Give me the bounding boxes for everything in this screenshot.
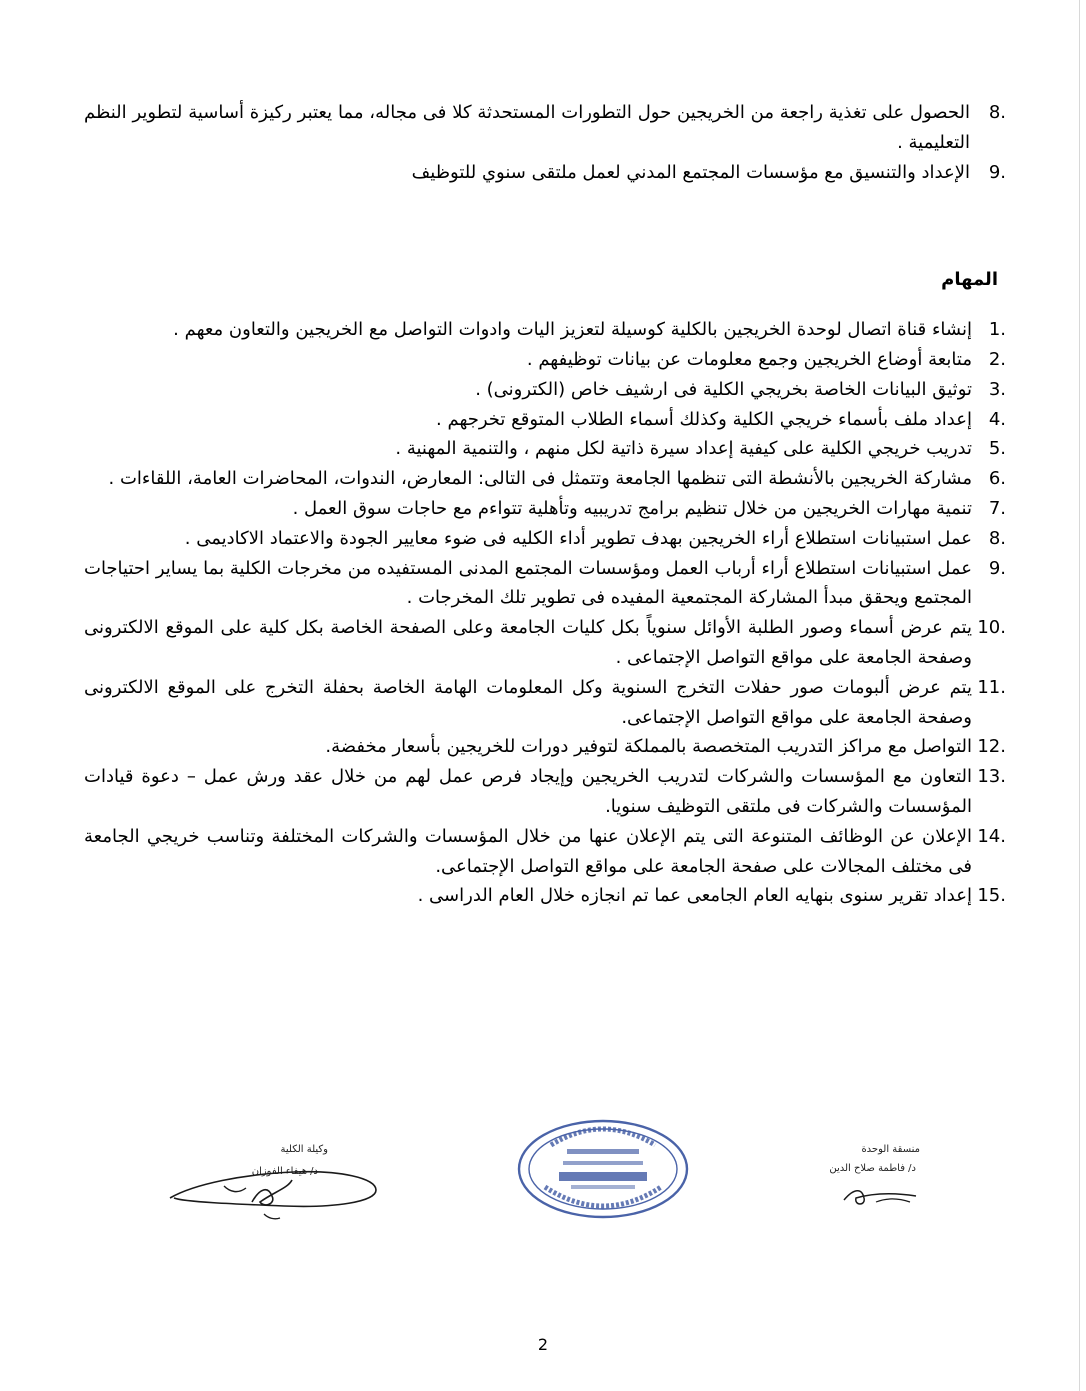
item-text: عمل استبيانات استطلاع أراء أرباب العمل ومؤسسات المجتمع المدنى المستفيده من مخرجات الكلية بما يساير احتياجات المجتمع ويحقق مبدأ المشاركة المجتمعية المفيده فى تطوير تلك المخرجات .	[84, 557, 972, 609]
list-item	[84, 315, 1006, 345]
list-item	[84, 673, 1006, 733]
item-text: يتم عرض ألبومات صور حفلات التخرج السنوية وكل المعلومات الهامة الخاصة بحفلة التخرج على الموقع الالكترونى وصفحة الجامعة على مواقع التواصل الإجتماعى.	[84, 676, 972, 728]
item-text: توثيق البيانات الخاصة بخريجي الكلية فى ارشيف خاص (الكترونى) .	[475, 378, 972, 400]
list-item	[84, 881, 1006, 911]
coordinator-handwritten-signature	[840, 1180, 920, 1210]
item-number: 10.	[977, 617, 1006, 639]
tasks-heading: المهام	[941, 269, 998, 291]
list-item	[84, 98, 1006, 158]
item-text: تنمية مهارات الخريجين من خلال تنظيم برامج تدريبيه وتأهلية تتواءم مع حاجات سوق العمل .	[292, 497, 972, 519]
list-item	[84, 494, 1006, 524]
page-edge-line	[1079, 0, 1080, 1391]
item-text: التواصل مع مراكز التدريب المتخصصة بالمملكة لتوفير دورات للخريجين بأسعار مخفضة.	[325, 736, 972, 758]
item-number: 14.	[977, 825, 1006, 847]
list-item	[84, 613, 1006, 673]
item-number: 9.	[988, 557, 1006, 579]
item-number: 2.	[988, 348, 1006, 370]
official-stamp-seal	[515, 1117, 691, 1221]
list-item	[84, 762, 1006, 822]
list-item	[84, 464, 1006, 494]
list-item	[84, 405, 1006, 435]
coordinator-name: د/ فاطمة صلاح الدين	[829, 1163, 916, 1174]
item-number: 12.	[977, 736, 1006, 758]
intro-list	[84, 98, 1006, 187]
item-number: 9.	[988, 161, 1006, 183]
item-number: 5.	[988, 438, 1006, 460]
vice-dean-handwritten-signature	[164, 1158, 384, 1228]
item-number: 11.	[977, 676, 1006, 698]
item-number: 6.	[988, 468, 1006, 490]
item-text: متابعة أوضاع الخريجين وجمع معلومات عن بيانات توظيفهم .	[526, 348, 972, 370]
item-text: تدريب خريجي الكلية على كيفية إعداد سيرة ذاتية لكل منهم ، والتنمية المهنية .	[395, 438, 972, 460]
item-text: الإعلان عن الوظائف المتنوعة التى يتم الإعلان عنها من خلال المؤسسات والشركات المختلفة وتناسب خريجي الجامعة فى مختلف المجالات على صفحة الجامعة على مواقع التواصل الإجتماعى.	[84, 825, 972, 877]
item-text: إعداد تقرير سنوى بنهايه العام الجامعى عما تم انجازه خلال العام الدراسى .	[417, 885, 972, 907]
item-text: عمل استبيانات استطلاع أراء الخريجين بهدف تطوير أداء الكليه فى ضوء معايير الجودة والاعتماد الاكاديمى .	[184, 527, 972, 549]
item-number: 13.	[977, 766, 1006, 788]
vice-dean-name: د/ هيفاء الفوزان	[251, 1166, 318, 1177]
item-text: مشاركة الخريجين بالأنشطة التى تنظمها الجامعة وتتمثل فى التالى: المعارض، الندوات، المحاضرات العامة، اللقاءات .	[108, 468, 972, 490]
item-text: الإعداد والتنسيق مع مؤسسات المجتمع المدني لعمل ملتقى سنوي للتوظيف	[411, 161, 970, 183]
list-item	[84, 822, 1006, 882]
coordinator-signature-block	[800, 1143, 920, 1176]
document-body	[84, 98, 1006, 911]
item-number: 7.	[988, 497, 1006, 519]
list-item	[84, 554, 1006, 614]
list-item	[84, 524, 1006, 554]
item-number: 8.	[988, 102, 1006, 123]
item-text: التعاون مع المؤسسات والشركات لتدريب الخريجين وإيجاد فرص عمل لهم من خلال عقد ورش عمل – دعوة قيادات المؤسسات والشركات فى ملتقى التوظيف سنويا.	[84, 766, 972, 817]
item-number: 4.	[988, 408, 1006, 430]
list-item	[84, 345, 1006, 375]
item-number: 1.	[988, 319, 1006, 341]
item-number: 8.	[988, 527, 1006, 549]
list-item	[84, 434, 1006, 464]
item-number: 15.	[977, 885, 1006, 907]
page-number: 2	[537, 1335, 549, 1354]
vice-dean-role: وكيلة الكلية	[280, 1144, 328, 1155]
item-text: يتم عرض أسماء وصور الطلبة الأوائل سنوياً بكل كليات الجامعة وعلى الصفحة الخاصة بكل كلية على الموقع الالكترونى وصفحة الجامعة على مواقع التواصل الإجتماعى .	[84, 617, 972, 668]
item-text: الحصول على تغذية راجعة من الخريجين حول التطورات المستحدثة كلا فى مجاله، مما يعتبر ركيزة أساسية لتطوير النظم التعليمية .	[84, 102, 970, 153]
item-text: إعداد ملف بأسماء خريجي الكلية وكذلك أسماء الطلاب المتوقع تخرجهم .	[436, 408, 972, 430]
list-item	[84, 732, 1006, 762]
list-item	[84, 158, 1006, 188]
tasks-list	[84, 315, 1006, 911]
coordinator-role: منسقة الوحدة	[861, 1144, 920, 1155]
list-item	[84, 375, 1006, 405]
item-number: 3.	[988, 378, 1006, 400]
item-text: إنشاء قناة اتصال لوحدة الخريجين بالكلية كوسيلة لتعزيز اليات وادوات التواصل مع الخريجين والتعاون معهم .	[173, 319, 972, 341]
